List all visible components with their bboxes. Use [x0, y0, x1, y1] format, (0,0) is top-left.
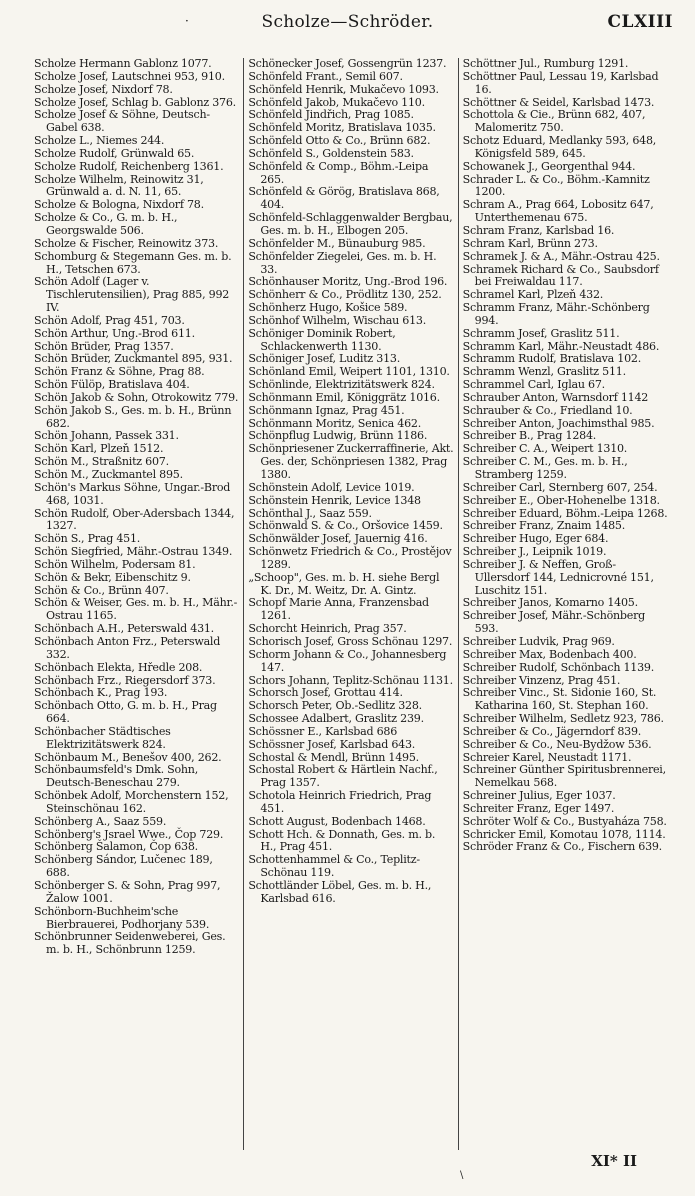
directory-entry: Schönbach Frz., Riegersdorf 373. [34, 673, 216, 687]
directory-entry: Schorsch Josef, Grottau 414. [248, 686, 403, 700]
directory-entry: Schönland Emil, Weipert 1101, 1310. [248, 365, 450, 379]
directory-entry: Schramm Rudolf, Bratislava 102. [462, 352, 641, 366]
directory-entry: Schreiber J., Leipnik 1019. [462, 545, 607, 559]
directory-entry: Schönbacher Städtisches Elektrizitätswerk 824. [34, 724, 171, 751]
directory-entry: Schottola & Cie., Brünn 682, 407, Malomeritz 750. [462, 108, 646, 135]
directory-entry: Schönbach A.H., Peterswald 431. [34, 622, 214, 636]
directory-entry: Schreiber & Co., Jägerndorf 839. [462, 724, 642, 738]
directory-entry: Schorsch Peter, Ob.-Sedlitz 328. [248, 699, 422, 713]
directory-entry: Schramm Josef, Graslitz 511. [462, 326, 620, 340]
directory-entry: Schönlinde, Elektrizitätswerk 824. [248, 378, 435, 392]
directory-entry: Schön Adolf, Prag 451, 703. [34, 313, 185, 327]
directory-entry: Schotz Eduard, Medlanky 593, 648, Königsfeld 589, 645. [462, 134, 657, 160]
directory-entry: Schönbach K., Prag 193. [34, 686, 168, 700]
directory-entry: Scholze & Bologna, Nixdorf 78. [34, 198, 204, 212]
directory-entry: Schostal & Mendl, Brünn 1495. [248, 750, 419, 764]
directory-entry: Schönpflug Ludwig, Brünn 1186. [248, 429, 428, 443]
directory-entry: Schramm Karl, Mähr.-Neustadt 486. [462, 339, 660, 353]
directory-entry: Schreiber C. A., Weipert 1310. [462, 442, 628, 456]
directory-entry: Schön Brüder, Prag 1357. [34, 339, 174, 353]
column-left [30, 58, 243, 1150]
directory-entry: Schönberg Sándor, Lučenec 189, 688. [34, 853, 213, 880]
directory-entry: Schrauber Anton, Warnsdorf 1142 [462, 390, 649, 404]
directory-entry: Schönwetz Friedrich & Co., Prostějov 1289. [248, 545, 452, 571]
directory-entry: Schön Franz & Söhne, Prag 88. [34, 365, 205, 379]
directory-entry: Schott Hch. & Donnath, Ges. m. b. H., Prag 451. [248, 827, 436, 854]
directory-entry: Schricker Emil, Komotau 1078, 1114. [462, 827, 666, 841]
directory-entry: Schramek Richard & Co., Saubsdorf bei Freiwaldau 117. [462, 262, 659, 289]
directory-entry: Schönfeld S., Goldenstein 583. [248, 146, 414, 160]
directory-entry: Schön Johann, Passek 331. [34, 429, 179, 443]
signature-mark: XI* II [591, 1152, 637, 1170]
directory-entry: Scholze Hermann Gablonz 1077. [34, 58, 212, 70]
directory-entry: Schreiner Julius, Eger 1037. [462, 789, 616, 803]
directory-entry: Schreiber & Co., Neu-Bydžow 536. [462, 737, 652, 751]
directory-entry: Schönfeld Jindřich, Prag 1085. [248, 108, 414, 122]
directory-entry: Schön Rudolf, Ober-Adersbach 1344, 1327. [34, 506, 235, 533]
directory-entry: Schreiber Vinc., St. Sidonie 160, St. Katharina 160, St. Stephan 160. [462, 686, 657, 713]
directory-entry: Schön M., Zuckmantel 895. [34, 468, 183, 481]
directory-entry: „Schoop", Ges. m. b. H. siehe Bergl K. Dr., M. Weitz, Dr. A. Gintz. [248, 570, 440, 597]
directory-entry: Schrammel Carl, Iglau 67. [462, 378, 605, 392]
directory-entry: Schöttner Jul., Rumburg 1291. [462, 58, 629, 70]
directory-entry: Schönborn-Buchheim'sche Bierbrauerei, Podhorjany 539. [34, 904, 210, 931]
directory-entry: Schrauber & Co., Friedland 10. [462, 403, 633, 417]
directory-entry: Schönhauser Moritz, Ung.-Brod 196. [248, 275, 448, 289]
header-mark: · [185, 14, 189, 28]
directory-entry: Schöttner Paul, Lessau 19, Karlsbad 16. [462, 69, 659, 96]
column-middle [243, 58, 457, 1150]
directory-entry: Schönbach Otto, G. m. b. H., Prag 664. [34, 699, 217, 726]
directory-entry: Schönfelder M., Bünauburg 985. [248, 236, 426, 250]
directory-entry: Schreiber Rudolf, Schönbach 1139. [462, 660, 655, 674]
directory-entry: Schott August, Bodenbach 1468. [248, 814, 426, 828]
directory-entry: Schreiber B., Prag 1284. [462, 429, 597, 443]
directory-entry: Scholze & Co., G. m. b. H., Georgswalde 506. [34, 211, 178, 237]
directory-entry: Schowanek J., Georgenthal 944. [462, 159, 636, 173]
directory-entry: Schössner Josef, Karlsbad 643. [248, 737, 416, 751]
directory-entry: Schönfeld & Görög, Bratislava 868, 404. [248, 185, 440, 212]
directory-entry: Schram Franz, Karlsbad 16. [462, 223, 615, 237]
directory-entry: Scholze Josef, Nixdorf 78. [34, 82, 173, 96]
directory-entry: Schors Johann, Teplitz-Schönau 1131. [248, 673, 453, 687]
directory-entry: Schön S., Prag 451. [34, 532, 141, 546]
directory-entry: Schönmann Moritz, Senica 462. [248, 416, 421, 430]
footer-mark: \ [460, 1170, 464, 1181]
directory-entry: Schreiber Ludvik, Prag 969. [462, 634, 615, 648]
directory-entry: Schönfeld-Schlaggenwalder Bergbau, Ges. m. b. H., Elbogen 205. [248, 211, 453, 237]
directory-entry: Schönherz Hugo, Košice 589. [248, 301, 408, 315]
directory-columns [30, 58, 672, 1150]
directory-entry: Schreiner Günther Spiritusbrennerei, Nemelkau 568. [462, 763, 666, 790]
directory-entry: Schröter Wolf & Co., Bustyaháza 758. [462, 814, 667, 828]
directory-entry: Schreiber Wilhelm, Sedletz 923, 786. [462, 712, 664, 726]
directory-entry: Schön Arthur, Ung.-Brod 611. [34, 326, 195, 340]
directory-entry: Schönstein Adolf, Levice 1019. [248, 480, 415, 494]
directory-entry: Schön & Co., Brünn 407. [34, 583, 169, 597]
directory-entry: Schramm Franz, Mähr.-Schönberg 994. [462, 301, 650, 327]
directory-entry: Schreiber Carl, Sternberg 607, 254. [462, 480, 658, 494]
directory-entry: Schorm Johann & Co., Johannesberg 147. [248, 647, 447, 674]
directory-entry: Schorcht Heinrich, Prag 357. [248, 622, 407, 636]
directory-entry: Schön Brüder, Zuckmantel 895, 931. [34, 352, 233, 366]
directory-entry: Schönthal J., Saaz 559. [248, 506, 372, 520]
directory-entry: Schreier Karel, Neustadt 1171. [462, 750, 632, 764]
directory-entry: Schreiber C. M., Ges. m. b. H., Stramberg 1259. [462, 455, 628, 481]
directory-entry: Schotola Heinrich Friedrich, Prag 451. [248, 789, 432, 815]
directory-entry: Schram A., Prag 664, Lobositz 647, Unterthemenau 675. [462, 198, 654, 225]
directory-entry: Schönfeld Henrik, Mukačevo 1093. [248, 82, 439, 96]
directory-entry: Schreiber Max, Bodenbach 400. [462, 647, 637, 661]
directory-entry: Schönbaum M., Benešov 400, 262. [34, 750, 222, 764]
directory-entry: Schön & Bekr, Eibenschitz 9. [34, 570, 191, 584]
directory-entry: Scholze Josef, Schlag b. Gablonz 376. [34, 95, 236, 109]
directory-entry: Schreiber Hugo, Eger 684. [462, 532, 609, 546]
directory-entry: Schönwälder Josef, Jauernig 416. [248, 532, 428, 546]
directory-entry: Schön M., Straßnitz 607. [34, 455, 169, 469]
directory-entry: Schönberg A., Saaz 559. [34, 814, 167, 828]
directory-entry: Schreiber J. & Neffen, Groß-Ullersdorf 144, Lednicrovné 151, Luschitz 151. [462, 557, 654, 597]
directory-entry: Schönbach Elekta, Hředle 208. [34, 660, 203, 674]
directory-entry: Schreiber Josef, Mähr.-Schönberg 593. [462, 609, 646, 636]
directory-entry: Schottländer Löbel, Ges. m. b. H., Karlsbad 616. [248, 879, 432, 905]
directory-entry: Schramek J. & A., Mähr.-Ostrau 425. [462, 249, 660, 263]
directory-entry: Schreiber Anton, Joachimsthal 985. [462, 416, 655, 430]
directory-entry: Schönstein Henrik, Levice 1348 [248, 493, 421, 507]
directory-entry: Schorisch Josef, Gross Schönau 1297. [248, 634, 453, 648]
directory-entry: Schottenhammel & Co., Teplitz-Schönau 119. [248, 853, 420, 880]
directory-entry: Schönmann Ignaz, Prag 451. [248, 403, 405, 417]
directory-entry: Schönwald S. & Co., Oršovice 1459. [248, 519, 443, 533]
directory-entry: Schönherr & Co., Prödlitz 130, 252. [248, 288, 442, 302]
directory-entry: Schröder Franz & Co., Fischern 639. [462, 840, 662, 854]
directory-entry: Schönhof Wilhelm, Wischau 613. [248, 313, 426, 327]
directory-entry: Schramm Wenzl, Graslitz 511. [462, 365, 626, 379]
directory-entry: Schönbrunner Seidenweberei, Ges. m. b. H., Schönbrunn 1259. [34, 930, 226, 957]
directory-entry: Schön Karl, Plzeň 1512. [34, 442, 164, 456]
directory-entry: Schönfeld Moritz, Bratislava 1035. [248, 121, 436, 135]
directory-entry: Schrader L. & Co., Böhm.-Kamnitz 1200. [462, 172, 650, 199]
directory-entry: Schönecker Josef, Gossengrün 1237. [248, 58, 447, 70]
directory-entry: Schönbaumsfeld's Dmk. Sohn, Deutsch-Beneschau 279. [34, 763, 198, 790]
directory-entry: Schostal Robert & Härtlein Nachf., Prag 1357. [248, 763, 438, 790]
directory-entry: Schön Adolf (Lager v. Tischlerutensilien), Prag 885, 992 IV. [34, 275, 230, 315]
directory-entry: Schreiber Janos, Komarno 1405. [462, 596, 638, 610]
directory-entry: Schönmann Emil, Königgrätz 1016. [248, 390, 440, 404]
directory-entry: Schössner E., Karlsbad 686 [248, 724, 398, 738]
directory-entry: Scholze L., Niemes 244. [34, 134, 165, 148]
directory-entry: Schomburg & Stegemann Ges. m. b. H., Tetschen 673. [34, 249, 232, 276]
directory-entry: Scholze Josef, Lautschnei 953, 910. [34, 69, 225, 83]
page-number: CLXIII [607, 12, 673, 32]
directory-entry: Schönberger S. & Sohn, Prag 997, Žalow 1001. [34, 879, 221, 905]
directory-entry: Schöniger Dominik Robert, Schlackenwerth 1130. [248, 326, 396, 353]
directory-entry: Schönberg Šalamon, Čop 638. [34, 840, 198, 854]
directory-entry: Schön & Weiser, Ges. m. b. H., Mähr.-Ostrau 1165. [34, 596, 238, 623]
directory-entry: Schön Fülöp, Bratislava 404. [34, 378, 190, 392]
directory-entry: Schönfelder Ziegelei, Ges. m. b. H. 33. [248, 249, 437, 276]
directory-entry: Schönpriesener Zuckerraffinerie, Akt. Ges. der, Schönpriesen 1382, Prag 1380. [248, 442, 454, 481]
directory-entry: Schönfeld Jakob, Mukačevo 110. [248, 95, 425, 109]
directory-entry: Schossee Adalbert, Graslitz 239. [248, 712, 424, 726]
directory-entry: Schön's Markus Söhne, Ungar.-Brod 468, 1031. [34, 480, 231, 507]
directory-entry: Schönbach Anton Frz., Peterswald 332. [34, 634, 221, 661]
directory-entry: Schönfeld Frant., Semil 607. [248, 69, 403, 83]
column-right [458, 58, 672, 1150]
directory-entry: Schreiber Vinzenz, Prag 451. [462, 673, 621, 687]
directory-entry: Schön Wilhelm, Podersam 81. [34, 557, 196, 571]
directory-entry: Schopf Marie Anna, Franzensbad 1261. [248, 596, 429, 623]
directory-entry: Schreiter Franz, Eger 1497. [462, 801, 615, 815]
directory-entry: Schramel Karl, Plzeň 432. [462, 288, 604, 302]
directory-entry: Scholze & Fischer, Reinowitz 373. [34, 236, 219, 250]
directory-entry: Schönbek Adolf, Morchenstern 152, Steinschönau 162. [34, 789, 229, 815]
directory-entry: Schreiber E., Ober-Hohenelbe 1318. [462, 493, 660, 507]
running-title: Scholze—Schröder. [261, 12, 434, 32]
directory-entry: Schönfeld & Comp., Böhm.-Leipa 265. [248, 159, 429, 186]
directory-entry: Schön Jakob S., Ges. m. b. H., Brünn 682. [34, 403, 232, 430]
page-header [0, 0, 695, 50]
directory-entry: Schreiber Franz, Znaim 1485. [462, 519, 626, 533]
directory-entry: Schönfeld Otto & Co., Brünn 682. [248, 134, 431, 148]
directory-entry: Scholze Wilhelm, Reinowitz 31, Grünwald a. d. N. 11, 65. [34, 172, 204, 199]
directory-entry: Scholze Rudolf, Reichenberg 1361. [34, 159, 224, 173]
directory-entry: Schön Jakob & Sohn, Otrokowitz 779. [34, 390, 239, 404]
directory-entry: Schöniger Josef, Luditz 313. [248, 352, 400, 366]
directory-entry: Scholze Rudolf, Grünwald 65. [34, 146, 195, 160]
directory-entry: Schreiber Eduard, Böhm.-Leipa 1268. [462, 506, 668, 520]
directory-entry: Scholze Josef & Söhne, Deutsch-Gabel 638. [34, 108, 210, 135]
directory-entry: Schram Karl, Brünn 273. [462, 236, 598, 250]
directory-entry: Schön Siegfried, Mähr.-Ostrau 1349. [34, 545, 233, 559]
directory-entry: Schöttner & Seidel, Karlsbad 1473. [462, 95, 655, 109]
directory-entry: Schönberg's Jsrael Wwe., Čop 729. [34, 827, 224, 841]
